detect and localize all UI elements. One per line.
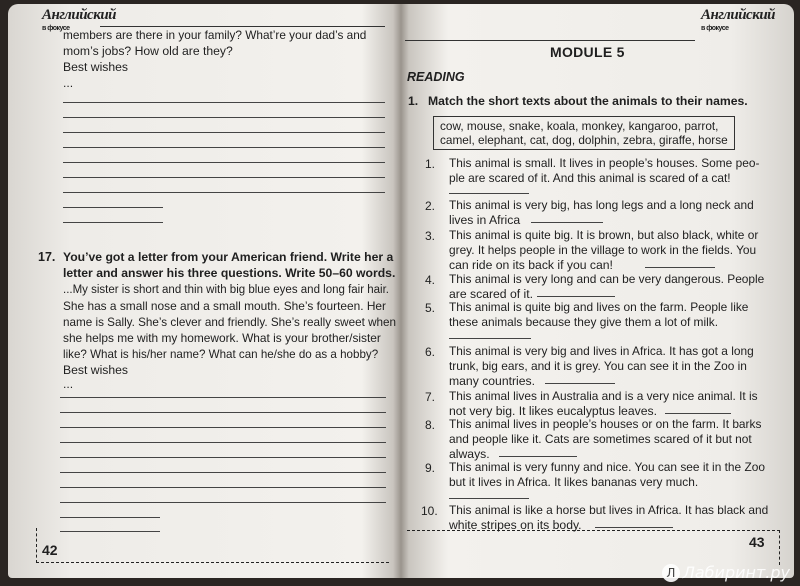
task-1-number: 1.: [408, 94, 419, 108]
letter-line-6: Best wishes: [63, 363, 129, 377]
task-17-number: 17.: [38, 250, 56, 264]
logo-main: Английский: [42, 7, 116, 23]
item-4-line-1: This animal is very long and can be very dangerous. People: [449, 272, 765, 286]
answer-blank-1: [449, 193, 529, 194]
right-logo: [701, 8, 775, 36]
answer-blank-9: [449, 498, 529, 499]
item-7-line-1: This animal lives in Australia and is a very nice animal. It is: [449, 389, 758, 403]
item-number: 5.: [425, 301, 436, 315]
answer-blank-4: [537, 296, 615, 297]
item-number: 10.: [421, 504, 438, 518]
item-9-line-1: This animal is very funny and nice. You can see it in the Zoo: [449, 460, 765, 474]
left-page: [8, 4, 397, 578]
item-5-line-2: these animals because they give them a lot of milk.: [449, 315, 718, 329]
letter-line-4: she helps me with my homework. What is your brother/sister: [63, 331, 381, 345]
item-number: 6.: [425, 345, 436, 359]
header-rule: [405, 40, 695, 41]
animal-word-box: [433, 116, 735, 150]
logo-sub: в фокусе: [701, 25, 729, 32]
item-number: 8.: [425, 418, 436, 432]
item-6-line-2: trunk, big ears, and it is grey. You can see it in the Zoo in: [449, 359, 747, 373]
letter-line-5: like? What is his/her name? What can he/she do as a hobby?: [63, 348, 379, 361]
page-number-42: 42: [42, 542, 58, 558]
item-8-line-1: This animal lives in people’s houses or on the farm. It barks: [449, 417, 762, 431]
item-3-line-1: This animal is quite big. It is brown, but also black, white or: [449, 228, 759, 242]
header-rule: [100, 26, 385, 27]
task-17-title-2: letter and answer his three questions. Write 50–60 words.: [63, 266, 396, 280]
item-2-line-1: This animal is very big, has long legs and a long neck and: [449, 198, 754, 212]
item-9-line-2: but it lives in Africa. It likes bananas very much.: [449, 475, 699, 489]
item-number: 7.: [425, 390, 436, 404]
letter-top-line-3: Best wishes: [63, 60, 129, 74]
answer-blank-2: [531, 222, 603, 223]
item-8-line-2: and people like it. Cats are sometimes scared of it but not: [449, 432, 752, 446]
item-number: 9.: [425, 461, 436, 475]
item-number: 3.: [425, 229, 436, 243]
answer-blank-8: [499, 456, 577, 457]
letter-line-7: ...: [63, 377, 74, 391]
letter-top-line-2: mom’s jobs? How old are they?: [63, 44, 233, 58]
word-box-line-2: camel, elephant, cat, dog, dolphin, zebra, giraffe, horse: [440, 133, 728, 147]
right-page: [403, 4, 794, 578]
task-17-title-1: You’ve got a letter from your American friend. Write her a: [63, 250, 394, 264]
answer-blank-5: [449, 338, 531, 339]
open-book: [8, 4, 794, 578]
page-number-43: 43: [749, 534, 765, 550]
letter-line-3: name is Sally. She’s clever and friendly. She’s really sweet when: [63, 316, 397, 329]
watermark: [662, 563, 790, 583]
letter-line-2: She has a small nose and a small mouth. She’s fourteen. Her: [63, 299, 386, 313]
answer-blank-3: [645, 267, 715, 268]
letter-top-line-1: members are there in your family? What’re your dad’s and: [63, 28, 367, 42]
word-box-line-1: cow, mouse, snake, koala, monkey, kangaroo, parrot,: [440, 119, 719, 133]
item-6-line-3: many countries.: [449, 374, 536, 388]
item-number: 4.: [425, 273, 436, 287]
item-4-line-2: are scared of it.: [449, 287, 533, 301]
item-number: 2.: [425, 199, 436, 213]
module-title: MODULE 5: [550, 44, 625, 60]
section-heading: READING: [407, 70, 465, 84]
item-6-line-1: This animal is very big and lives in Africa. It has got a long: [449, 344, 754, 358]
answer-blank-10: [595, 527, 673, 528]
item-8-line-3: always.: [449, 447, 490, 461]
answer-blank-6: [545, 383, 615, 384]
item-1-line-1: This animal is small. It lives in people’s houses. Some peo-: [449, 156, 760, 170]
item-3-line-2: grey. It helps people in the village to work in the fields. You: [449, 243, 757, 257]
letter-top-line-4: ...: [63, 76, 74, 90]
item-2-line-2: lives in Africa: [449, 213, 521, 227]
item-5-line-1: This animal is quite big and lives on the farm. People like: [449, 300, 749, 314]
watermark-text: Лабиринт.ру: [682, 562, 790, 582]
item-3-line-3: can ride on its back if you can!: [449, 258, 613, 272]
task-1-title: Match the short texts about the animals to their names.: [428, 94, 748, 108]
letter-line-1: ...My sister is short and thin with big blue eyes and long fair hair.: [63, 284, 389, 296]
item-10-line-2: white stripes on its body.: [449, 518, 582, 532]
page-corner-frame-right: [407, 530, 780, 565]
watermark-badge-icon: Л: [662, 564, 680, 582]
logo-main: Английский: [701, 7, 775, 23]
item-1-line-2: ple are scared of it. And this animal is scared of a cat!: [449, 171, 731, 185]
item-number: 1.: [425, 157, 436, 171]
answer-blank-7: [665, 413, 731, 414]
item-10-line-1: This animal is like a horse but lives in Africa. It has black and: [449, 503, 769, 517]
item-7-line-2: not very big. It likes eucalyptus leaves.: [449, 404, 657, 418]
logo-sub: в фокусе: [42, 25, 70, 32]
page-corner-frame-left: [36, 528, 389, 563]
